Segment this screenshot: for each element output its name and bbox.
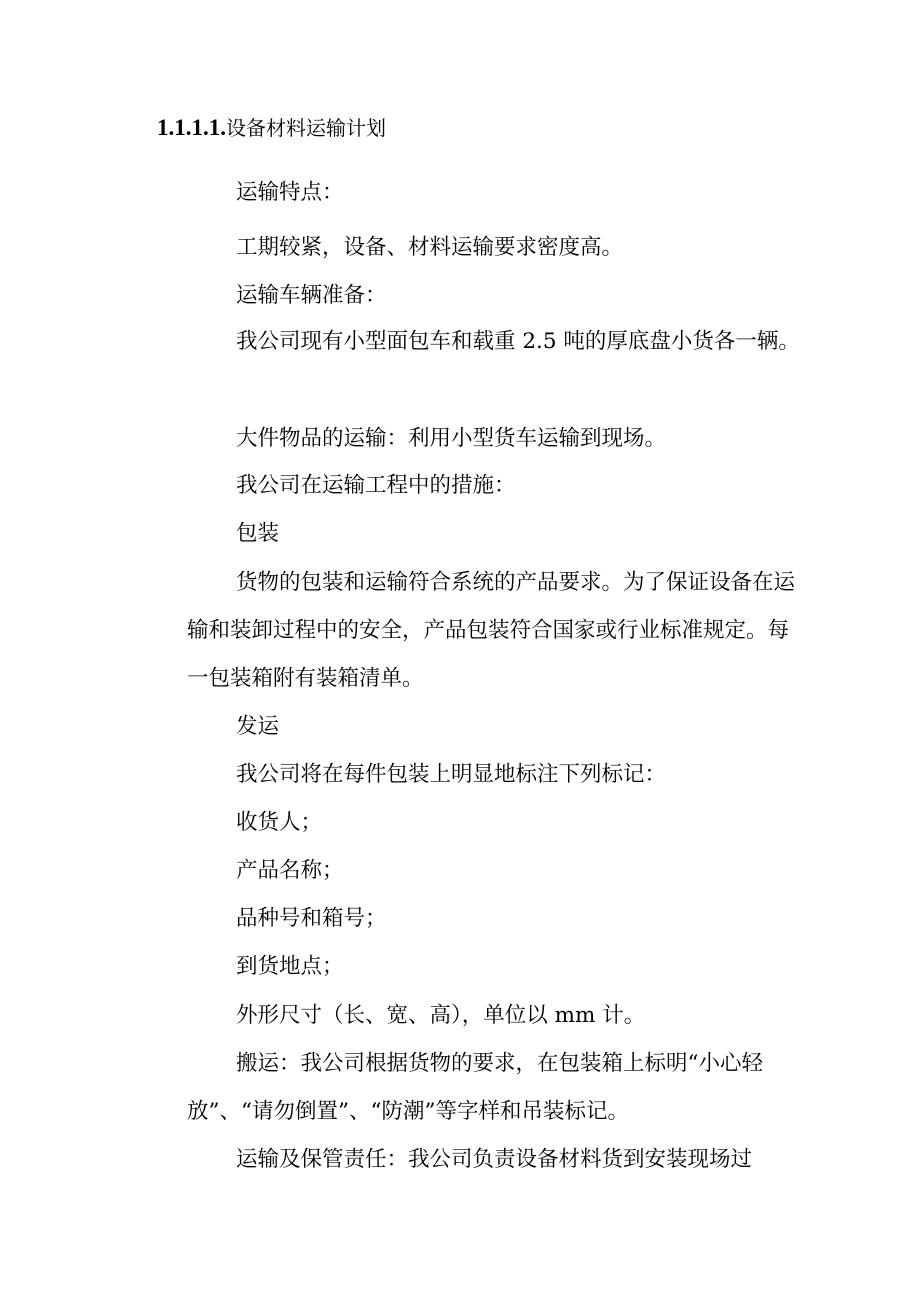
paragraph-mark-product-name: 产品名称； [236,858,344,883]
paragraph-shipping-label: 发运 [236,714,280,739]
paragraph-measures-label: 我公司在运输工程中的措施： [236,473,516,498]
paragraph-mark-consignee: 收货人； [236,810,323,835]
paragraph-packaging: 货物的包装和运输符合系统的产品要求。为了保证设备在运输和装卸过程中的安全，产品包装符合国家或行业标准规定。每一包装箱附有装箱清单。 [187,570,796,691]
paragraph-mark-item-box-number: 品种号和箱号； [236,906,387,931]
section-heading [157,112,386,145]
paragraph-mark-destination: 到货地点； [236,954,344,979]
paragraph-vehicle-prep-label: 运输车辆准备： [236,283,387,308]
paragraph-vehicle-prep: 我公司现有小型面包车和载重 2.5 吨的厚底盘小货各一辆。 [236,329,800,354]
paragraph-handling: 搬运：我公司根据货物的要求，在包装箱上标明“小心轻放”、“请勿倒置”、“防潮”等字样和吊装标记。 [187,1051,763,1124]
paragraph-packaging-label: 包装 [236,521,280,546]
section-number: 1.1.1.1. [157,115,226,140]
section-title: 设备材料运输计划 [226,116,386,140]
paragraph-marking-intro: 我公司将在每件包装上明显地标注下列标记： [236,762,667,787]
paragraph-responsibility: 运输及保管责任：我公司负责设备材料货到安装现场过 [236,1147,753,1172]
paragraph-transport-features-label: 运输特点： [236,180,344,205]
paragraph-mark-dimensions: 外形尺寸（长、宽、高），单位以 mm 计。 [236,1003,646,1028]
paragraph-large-items: 大件物品的运输：利用小型货车运输到现场。 [236,426,667,451]
paragraph-transport-features: 工期较紧，设备、材料运输要求密度高。 [236,235,624,260]
